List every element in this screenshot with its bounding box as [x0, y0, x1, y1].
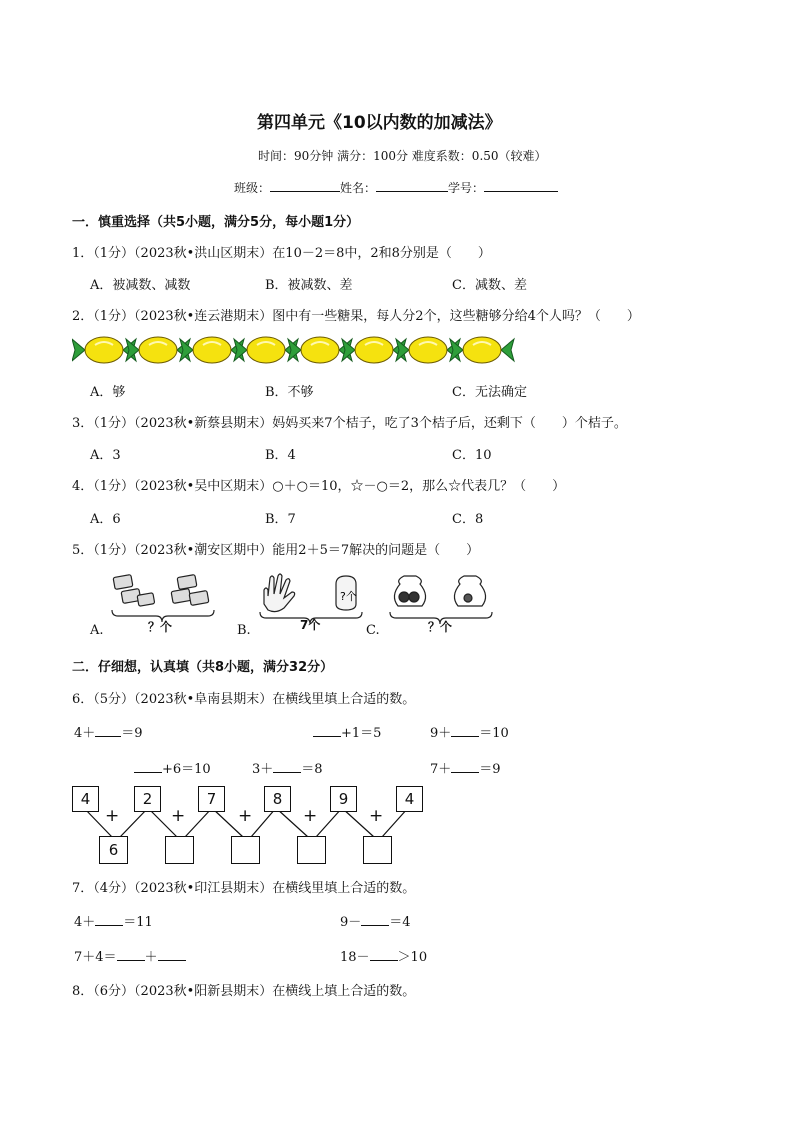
q6-eq-2: +1＝5	[313, 722, 381, 741]
q6-plus-3: +	[238, 806, 253, 826]
q1-option-a[interactable]: A．被减数、减数	[90, 278, 191, 293]
q6-blank-1[interactable]	[95, 724, 121, 737]
q5-option-b[interactable]: B.	[237, 623, 251, 638]
q7-eq-1: 4＋ ＝11	[74, 915, 153, 930]
exam-meta: 时间：90分钟 满分：100分 难度系数：0.50（较难）	[258, 149, 547, 163]
q6-blank-6[interactable]	[451, 760, 479, 773]
q7-blank-1[interactable]	[95, 913, 123, 926]
name-label: 姓名：	[340, 181, 377, 195]
q6-top-box-2: 2	[134, 786, 161, 812]
q6-plus-4: +	[303, 806, 318, 826]
q1-option-b[interactable]: B．被减数、差	[265, 278, 353, 293]
question-6: 6．（5分）（2023秋•阜南县期末）在横线里填上合适的数。	[72, 692, 416, 707]
q5-option-c[interactable]: C.	[366, 623, 380, 638]
id-label: 学号：	[448, 181, 485, 195]
q6-bottom-box-3[interactable]	[231, 836, 260, 864]
q6-eq-3: 9＋ ＝10	[430, 726, 509, 741]
candy-row-image	[72, 333, 550, 367]
q7-blank-5[interactable]	[370, 948, 398, 961]
q6-eq-5: 3＋ ＝8	[252, 762, 323, 777]
q6-eq-6: 7＋ ＝9	[430, 762, 501, 777]
question-8: 8．（6分）（2023秋•阳新县期末）在横线上填上合适的数。	[72, 984, 416, 999]
q7-eq-3: 7＋4＝ ＋	[74, 946, 186, 965]
q7-blank-4[interactable]	[158, 948, 186, 961]
section-2-heading: 二．仔细想，认真填（共8小题，满分32分）	[72, 660, 334, 675]
q6-blank-3[interactable]	[451, 724, 479, 737]
q6-top-box-4: 8	[264, 786, 291, 812]
q3-option-b[interactable]: B．4	[265, 448, 296, 463]
id-field[interactable]	[484, 179, 558, 192]
q2-option-b[interactable]: B．不够	[265, 385, 314, 400]
q2-option-c[interactable]: C．无法确定	[452, 385, 527, 400]
name-field[interactable]	[376, 179, 448, 192]
student-info	[234, 179, 558, 196]
q6-top-box-5: 9	[330, 786, 357, 812]
class-label: 班级：	[234, 181, 271, 195]
q2-option-a[interactable]: A．够	[90, 385, 126, 400]
q6-bottom-box-1: 6	[99, 836, 128, 864]
q6-eq-1: 4＋ ＝9	[74, 726, 143, 741]
question-1: 1．（1分）（2023秋•洪山区期末）在10－2＝8中，2和8分别是（ ）	[72, 246, 491, 261]
q6-top-box-1: 4	[72, 786, 99, 812]
q6-blank-2[interactable]	[313, 724, 341, 737]
question-5: 5．（1分）（2023秋•潮安区期中）能用2＋5＝7解决的问题是（ ）	[72, 543, 480, 558]
q4-option-c[interactable]: C．8	[452, 512, 484, 527]
q7-eq-2: 9－ ＝4	[340, 915, 411, 930]
q6-bottom-box-2[interactable]	[165, 836, 194, 864]
q5-b-fist-label: ?个	[340, 590, 357, 603]
q3-option-c[interactable]: C．10	[452, 448, 492, 463]
q7-eq-4: 18－ ＞10	[340, 950, 428, 965]
q6-bottom-box-5[interactable]	[363, 836, 392, 864]
section-1-heading: 一．慎重选择（共5小题，满分5分，每小题1分）	[72, 215, 360, 230]
q6-plus-5: +	[369, 806, 384, 826]
q6-plus-2: +	[171, 806, 186, 826]
q5-option-a[interactable]: A.	[90, 623, 104, 638]
q6-blank-5[interactable]	[273, 760, 301, 773]
question-4: 4．（1分）（2023秋•吴中区期末）○＋○＝10，☆－○＝2，那么☆代表几？（ ）	[72, 479, 566, 494]
q5-c-caption: ？个	[428, 620, 453, 634]
q1-option-c[interactable]: C．减数、差	[452, 278, 527, 293]
q6-bottom-box-4[interactable]	[297, 836, 326, 864]
q6-plus-1: +	[105, 806, 120, 826]
page-title: 第四单元《10以内数的加减法》	[257, 113, 502, 133]
q6-top-box-3: 7	[198, 786, 225, 812]
q4-option-a[interactable]: A．6	[90, 512, 121, 527]
class-field[interactable]	[270, 179, 340, 192]
q7-blank-3[interactable]	[117, 948, 145, 961]
question-2: 2．（1分）（2023秋•连云港期末）图中有一些糖果，每人分2个，这些糖够分给4个人吗？（ ）	[72, 309, 640, 324]
q4-option-b[interactable]: B．7	[265, 512, 296, 527]
q6-top-box-6: 4	[396, 786, 423, 812]
q7-blank-2[interactable]	[361, 913, 389, 926]
q3-option-a[interactable]: A．3	[90, 448, 121, 463]
q6-blank-4[interactable]	[134, 760, 162, 773]
question-7: 7．（4分）（2023秋•印江县期末）在横线里填上合适的数。	[72, 881, 416, 896]
question-3: 3．（1分）（2023秋•新蔡县期末）妈妈买来7个桔子，吃了3个桔子后，还剩下（ ）个桔子。	[72, 416, 627, 431]
q5-b-caption: 7个	[300, 618, 321, 632]
q6-eq-4: +6＝10	[134, 758, 211, 777]
q5-a-caption: ？个	[148, 620, 173, 634]
